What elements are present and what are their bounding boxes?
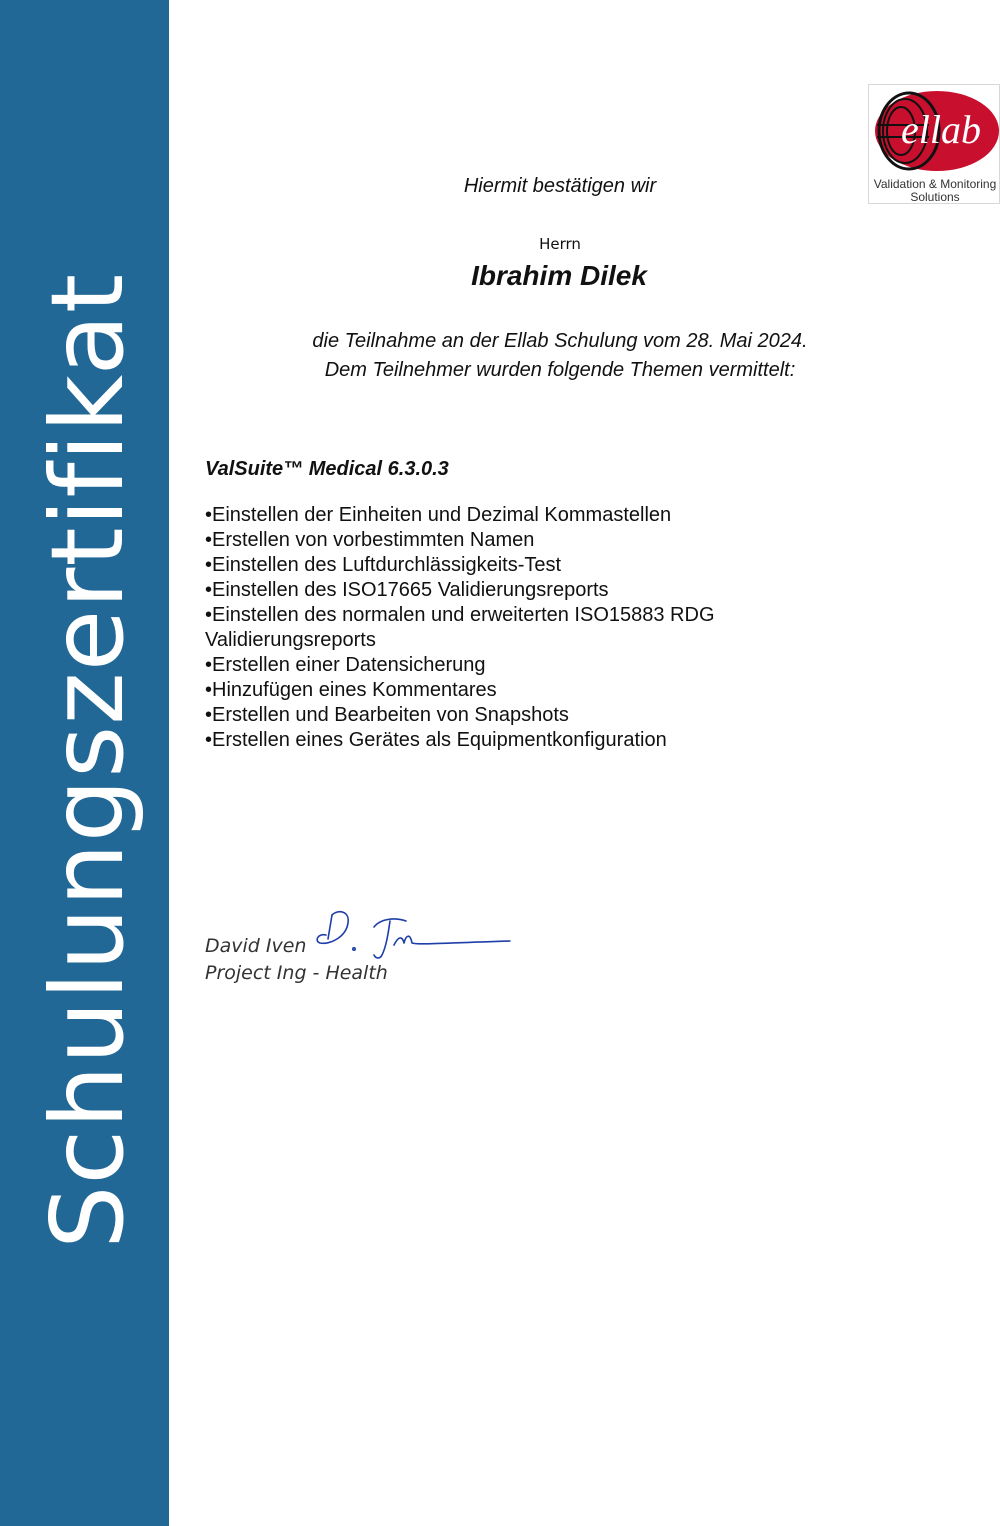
list-item: •Einstellen der Einheiten und Dezimal Kommastellen — [205, 504, 672, 526]
ellab-logo-mark — [869, 85, 1000, 177]
confirmation-line-2: Dem Teilnehmer wurden folgende Themen vermittelt: — [324, 359, 796, 381]
confirmation-text — [240, 327, 880, 385]
certificate-title-vertical: Schulungszertifikat — [29, 272, 146, 1250]
list-item: •Erstellen von vorbestimmten Namen — [205, 529, 535, 551]
signatory-role: Project Ing - Health — [205, 962, 388, 984]
ellab-logo — [868, 84, 1000, 204]
list-item: •Erstellen eines Gerätes als Equipmentkonfiguration — [205, 729, 667, 751]
list-item: •Einstellen des normalen und erweiterten ISO15883 RDG Validierungsreports — [205, 604, 715, 651]
list-item: •Hinzufügen eines Kommentares — [205, 679, 497, 701]
list-item: •Einstellen des ISO17665 Validierungsreports — [205, 579, 609, 601]
logo-subtitle — [869, 178, 1000, 204]
recipient-name: Ibrahim Dilek — [471, 260, 647, 291]
logo-brand-text: ellab — [901, 107, 981, 152]
list-item: •Einstellen des Luftdurchlässigkeits-Test — [205, 554, 562, 576]
logo-subtitle-line2: Solutions — [910, 190, 960, 204]
list-item: •Erstellen und Bearbeiten von Snapshots — [205, 704, 569, 726]
confirmation-line-1: die Teilnahme an der Ellab Schulung vom 28. Mai 2024. — [312, 330, 808, 352]
salutation: Herrn — [539, 235, 581, 253]
sidebar-band — [0, 0, 169, 1526]
signatory-name: David Iven — [205, 935, 307, 957]
intro-text: Hiermit bestätigen wir — [463, 175, 657, 197]
logo-subtitle-line1: Validation & Monitoring — [873, 177, 997, 191]
topic-list — [205, 503, 805, 753]
handwritten-signature — [310, 905, 520, 965]
course-title: ValSuite™ Medical 6.3.0.3 — [205, 458, 449, 480]
list-item: •Erstellen einer Datensicherung — [205, 654, 486, 676]
